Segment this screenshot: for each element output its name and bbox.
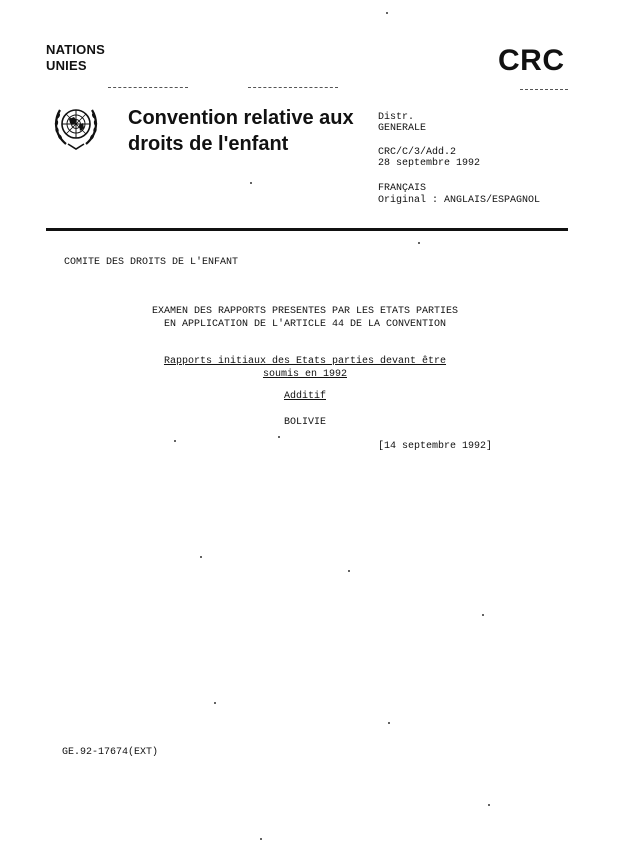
scan-speck — [388, 722, 390, 724]
header-dotted-rule-mid — [248, 87, 338, 88]
header-dotted-rule-right — [520, 89, 568, 90]
convention-title-line1: Convention relative aux — [128, 107, 354, 129]
document-date: 28 septembre 1992 — [378, 158, 481, 169]
scan-speck — [418, 242, 420, 244]
scan-speck — [260, 838, 262, 840]
document-language: FRANÇAIS — [378, 183, 427, 194]
scan-speck — [386, 12, 388, 14]
scan-speck — [488, 804, 490, 806]
org-name-line1: NATIONS — [46, 42, 105, 57]
reports-heading-line2: soumis en 1992 — [262, 369, 347, 380]
received-date: [14 septembre 1992] — [378, 441, 493, 452]
scan-speck — [250, 182, 252, 184]
distribution-value: GENERALE — [378, 123, 427, 134]
additif-heading: Additif — [283, 391, 326, 402]
original-languages: Original : ANGLAIS/ESPAGNOL — [378, 195, 541, 206]
job-number: GE.92-17674(EXT) — [62, 747, 159, 758]
exam-heading-line2: EN APPLICATION DE L'ARTICLE 44 DE LA CONVENTION — [163, 319, 447, 330]
header-rule — [46, 228, 568, 231]
reports-heading-line1: Rapports initiaux des Etats parties devant être — [163, 356, 447, 367]
country-heading: BOLIVIE — [283, 417, 326, 428]
header-dotted-rule-left — [108, 87, 188, 88]
committee-name: COMITE DES DROITS DE L'ENFANT — [64, 257, 239, 268]
document-symbol: CRC/C/3/Add.2 — [378, 147, 457, 158]
distribution-label: Distr. — [378, 112, 415, 123]
exam-heading-line1: EXAMEN DES RAPPORTS PRESENTES PAR LES ETATS PARTIES — [151, 306, 459, 317]
scan-speck — [200, 556, 202, 558]
scan-speck — [482, 614, 484, 616]
un-emblem-icon — [52, 100, 100, 152]
scan-speck — [348, 570, 350, 572]
convention-title-line2: droits de l'enfant — [128, 133, 289, 155]
document-symbol-large: CRC — [498, 44, 565, 77]
org-name-line2: UNIES — [46, 58, 87, 73]
scan-speck — [278, 436, 280, 438]
scan-speck — [174, 440, 176, 442]
scan-speck — [214, 702, 216, 704]
